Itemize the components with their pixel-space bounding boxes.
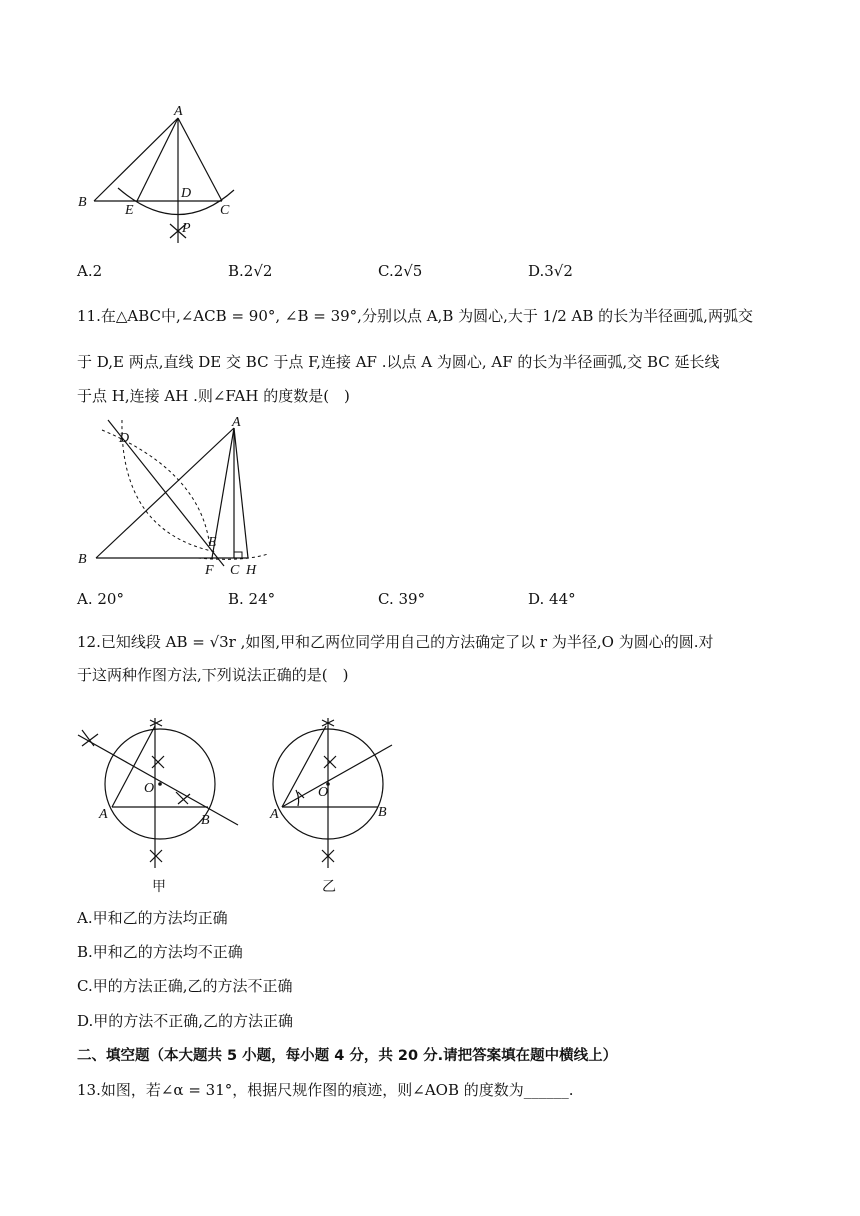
- label-O-right: O: [318, 785, 329, 800]
- label-D: D: [181, 186, 192, 201]
- q12-line1: 12.已知线段 AB = √3r ,如图,甲和乙两位同学用自己的方法确定了以 r 为半径,O 为圆心的圆.对: [77, 633, 714, 651]
- q12-option-b[interactable]: B.甲和乙的方法均不正确: [77, 943, 243, 961]
- q11-option-b[interactable]: B. 24°: [228, 590, 276, 608]
- q11-line1: 11.在△ABC中,∠ACB = 90°, ∠B = 39°,分别以点 A,B 为圆心,大于 1/2 AB 的长为半径画弧,两弧交: [77, 307, 753, 325]
- q10-option-a[interactable]: A.2: [77, 262, 103, 280]
- label-D: D: [119, 431, 130, 446]
- label-C: C: [230, 563, 240, 578]
- q10-option-d[interactable]: D.3√2: [528, 262, 573, 280]
- q11-line3: 于点 H,连接 AH .则∠FAH 的度数是( ): [77, 387, 350, 405]
- caption-yi: 乙: [322, 880, 336, 895]
- caption-jia: 甲: [152, 880, 166, 895]
- label-A-left: A: [99, 807, 108, 822]
- q12-line2: 于这两种作图方法,下列说法正确的是( ): [77, 666, 349, 684]
- figure-q10: [72, 100, 252, 255]
- label-B-left: B: [201, 813, 210, 828]
- label-P: P: [182, 221, 191, 236]
- label-H: H: [246, 563, 257, 578]
- q11-option-d[interactable]: D. 44°: [528, 590, 576, 608]
- label-B: B: [78, 195, 87, 210]
- label-O-left: O: [144, 781, 155, 796]
- q11-line2: 于 D,E 两点,直线 DE 交 BC 于点 F,连接 AF .以点 A 为圆心, AF 的长为半径画弧,交 BC 延长线: [77, 353, 720, 371]
- label-A-right: A: [270, 807, 279, 822]
- q12-option-a[interactable]: A.甲和乙的方法均正确: [77, 909, 228, 927]
- q10-option-b[interactable]: B.2√2: [228, 262, 273, 280]
- label-C: C: [220, 203, 230, 218]
- q13-text: 13.如图，若∠α = 31°，根据尺规作图的痕迹，则∠AOB 的度数为______.: [77, 1081, 574, 1099]
- figure-q11: [72, 412, 282, 582]
- label-E: E: [125, 203, 134, 218]
- label-F: F: [205, 563, 214, 578]
- q12-option-d[interactable]: D.甲的方法不正确,乙的方法正确: [77, 1012, 294, 1030]
- q11-option-c[interactable]: C. 39°: [378, 590, 426, 608]
- label-E: E: [208, 535, 217, 550]
- label-A: A: [232, 415, 241, 430]
- figure-q12: [72, 690, 412, 900]
- q11-option-a[interactable]: A. 20°: [77, 590, 124, 608]
- label-A: A: [174, 104, 183, 119]
- q10-option-c[interactable]: C.2√5: [378, 262, 423, 280]
- label-B-right: B: [378, 805, 387, 820]
- label-B: B: [78, 552, 87, 567]
- section-heading: 二、填空题（本大题共 5 小题，每小题 4 分，共 20 分.请把答案填在题中横线上）: [77, 1048, 618, 1064]
- q12-option-c[interactable]: C.甲的方法正确,乙的方法不正确: [77, 977, 293, 995]
